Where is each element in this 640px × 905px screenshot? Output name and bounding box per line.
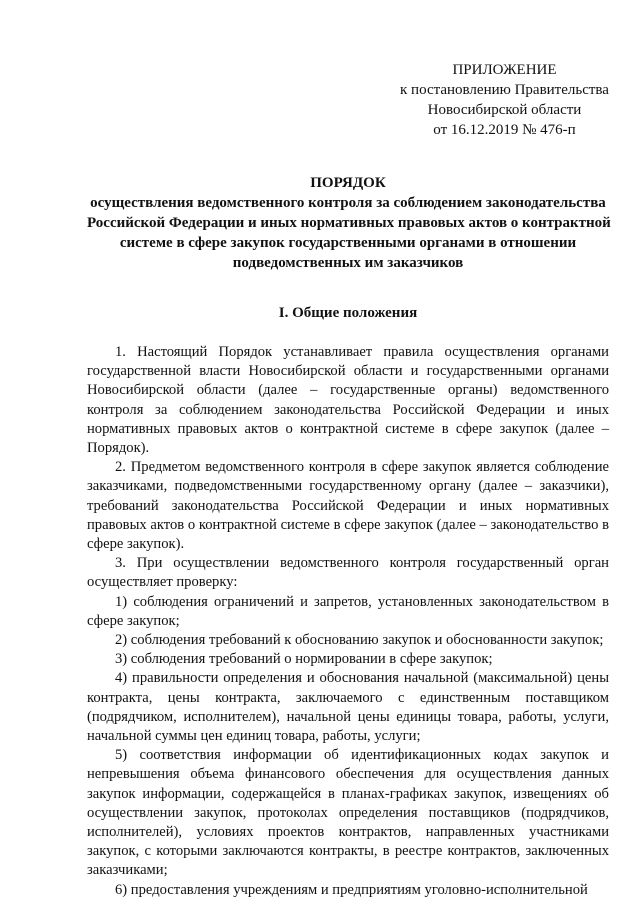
paragraph: 3) соблюдения требований о нормировании в сфере закупок; <box>115 651 493 668</box>
paragraph: 4) правильности определения и обоснования начальной (максимальной) цены контракта, цены контракта, заключаемого с единственным поставщиком (подрядчиком, исполнителем), начальной цены единицы товара, работы, услуги, начальной суммы цен единиц товара, работы, услуги; <box>87 670 609 745</box>
paragraph: 2) соблюдения требований к обоснованию закупок и обоснованности закупок; <box>115 632 604 649</box>
appendix-date-number: от 16.12.2019 № 476-п <box>433 122 576 138</box>
paragraph: 2. Предметом ведомственного контроля в сфере закупок является соблюдение заказчиками, подведомственными государственному органу (далее – заказчики), требований законодательства Российской Федерации и иных нормативных правовых актов о контрактной системе в сфере закупок (далее – законодательство в сфере закупок). <box>87 459 609 553</box>
paragraph: 1. Настоящий Порядок устанавливает правила осуществления органами государственной власти Новосибирской области и государственными органами Новосибирской области (далее – государственные органы) ведомственного контроля за соблюдением законодательства Российской Федерации и иных нормативных правовых актов о контрактной системе в сфере закупок (далее – Порядок). <box>87 344 609 457</box>
paragraph: 3. При осуществлении ведомственного контроля государственный орган осуществляет проверку: <box>87 555 609 591</box>
appendix-region: Новосибирской области <box>427 102 582 118</box>
title-heading: ПОРЯДОК <box>310 175 386 191</box>
appendix-resolution: к постановлению Правительства <box>400 82 609 98</box>
paragraph: 5) соответствия информации об идентификационных кодах закупок и непревышения объема финансового обеспечения для осуществления данных закупок информации, содержащейся в планах-графиках закупок, извещениях об осуществлении закупок, протоколах определения поставщиков (подрядчиков, исполнителей), условиях проектов контрактов, направленных участниками закупок, с которыми заключаются контракты, в реестре контрактов, заключенных заказчиками; <box>87 747 609 879</box>
appendix-label: ПРИЛОЖЕНИЕ <box>452 62 557 78</box>
title-line-1: осуществления ведомственного контроля за соблюдением законодательства <box>90 195 606 211</box>
title-line-3: системе в сфере закупок государственными органами в отношении <box>119 235 577 251</box>
paragraph: 1) соблюдения ограничений и запретов, установленных законодательством в сфере закупок; <box>87 593 609 629</box>
section-title: I. Общие положения <box>278 305 418 321</box>
paragraph: 6) предоставления учреждениям и предприятиям уголовно-исполнительной <box>115 881 588 898</box>
title-line-2: Российской Федерации и иных нормативных правовых актов о контрактной <box>87 215 611 231</box>
appendix-block <box>397 60 612 140</box>
document-body <box>87 343 609 900</box>
document-title <box>87 173 609 273</box>
title-line-4: подведомственных им заказчиков <box>232 255 464 271</box>
